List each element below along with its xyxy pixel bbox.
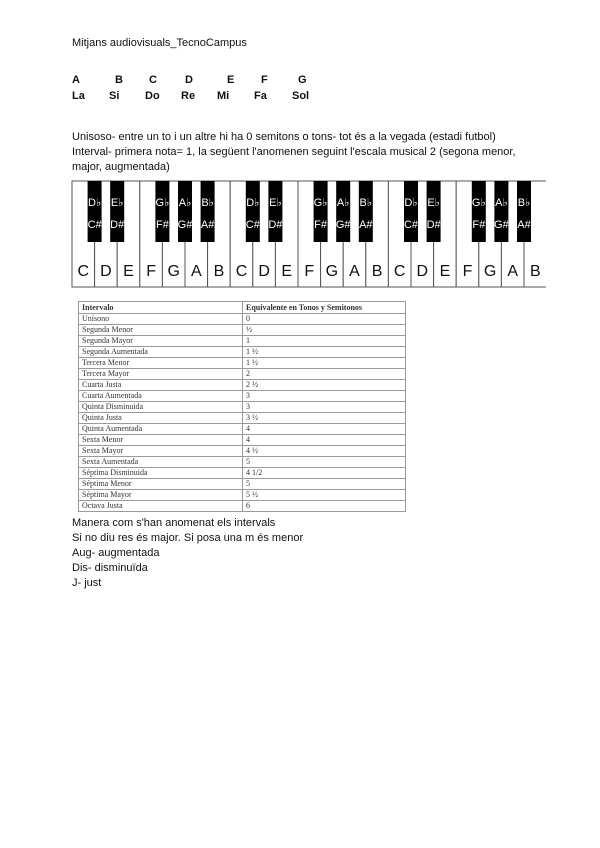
interval-name-cell: Séptima Menor [79, 479, 243, 490]
black-key-sharp-label: A# [517, 219, 531, 231]
black-key-sharp-label: G# [494, 219, 509, 231]
interval-value-cell: 5 ½ [243, 490, 406, 501]
interval-value-cell: 2 ½ [243, 380, 406, 391]
interval-value-cell: 4 [243, 435, 406, 446]
black-key-sharp-label: G# [335, 219, 351, 231]
interval-value-cell: 0 [243, 314, 406, 325]
white-key-label: F [462, 263, 473, 280]
black-key [201, 181, 216, 242]
black-key [404, 181, 419, 242]
white-key-label: E [123, 263, 134, 280]
interval-name-cell: Tercera Mayor [79, 369, 243, 380]
note-letter: A [72, 74, 80, 86]
white-key-label: C [77, 263, 90, 280]
black-key [88, 181, 103, 242]
interval-value-cell: 1 [243, 336, 406, 347]
table-row [79, 380, 406, 391]
document-title: Mitjans audiovisuals_TecnoCampus [72, 37, 247, 49]
black-key-sharp-label: C# [87, 219, 102, 231]
table-row [79, 402, 406, 413]
white-key-label: B [371, 263, 383, 280]
interval-name-cell: Segunda Aumentada [79, 347, 243, 358]
black-key-sharp-label: D# [426, 219, 441, 231]
note-name: Sol [292, 90, 310, 102]
interval-value-cell: 3 [243, 391, 406, 402]
note-letter: F [261, 74, 268, 86]
black-key-sharp-label: G# [177, 219, 193, 231]
white-key-label: B [213, 263, 225, 280]
note-name: Re [181, 90, 196, 102]
black-key-flat-label: D♭ [246, 197, 260, 209]
black-key-sharp-label: D# [110, 219, 125, 231]
white-key-label: A [190, 263, 202, 280]
white-key-label: E [439, 263, 451, 280]
black-key [494, 181, 510, 242]
interval-value-cell: 4 [243, 424, 406, 435]
column-header-equivalent: Equivalente en Tonos y Semitonos [243, 302, 406, 314]
white-key-label: A [349, 263, 360, 280]
note-name: Mi [217, 90, 230, 102]
interval-name-cell: Séptima Mayor [79, 490, 243, 501]
naming-heading: Manera com s'han anomenat els intervals [72, 517, 276, 529]
white-key-label: A [507, 263, 519, 280]
black-key-flat-label: B♭ [359, 197, 373, 209]
column-header-interval: Intervalo [79, 302, 243, 314]
black-key [336, 181, 352, 242]
interval-name-cell: Sexta Menor [79, 435, 243, 446]
interval-explanation [72, 130, 542, 175]
black-key-flat-label: A♭ [336, 197, 350, 209]
note-name: Si [109, 90, 120, 102]
interval-name-cell: Octava Justa [79, 501, 243, 512]
interval-name-cell: Séptima Disminuida [79, 468, 243, 479]
table-row [79, 358, 406, 369]
black-key-sharp-label: D# [268, 219, 283, 231]
table-row [79, 314, 406, 325]
abbrev-dis: Dis- disminuïda [72, 562, 148, 574]
interval-value-cell: 1 ½ [243, 358, 406, 369]
white-key-label: D [258, 263, 270, 280]
interval-value-cell: ½ [243, 325, 406, 336]
note-names-row [72, 88, 328, 104]
interval-name-cell: Sexta Mayor [79, 446, 243, 457]
interval-name-cell: Quinta Disminuida [79, 402, 243, 413]
note-name: Do [145, 90, 160, 102]
table-row [79, 347, 406, 358]
black-key [268, 181, 283, 242]
table-row [79, 457, 406, 468]
interval-name-cell: Unísono [79, 314, 243, 325]
black-key [110, 181, 125, 242]
interval-value-cell: 5 [243, 457, 406, 468]
interval-value-cell: 4 ½ [243, 446, 406, 457]
naming-rule: Si no diu res és major. Si posa una m és menor [72, 532, 304, 544]
table-row [79, 435, 406, 446]
black-key [517, 181, 532, 242]
table-row [79, 490, 406, 501]
note-letter: E [227, 74, 235, 86]
note-names-table [72, 72, 328, 104]
white-key-label: F [304, 263, 315, 280]
interval-naming-notes [72, 516, 303, 591]
black-key-flat-label: D♭ [404, 197, 418, 209]
black-key-flat-label: E♭ [110, 197, 124, 209]
table-row [79, 424, 406, 435]
interval-name-cell: Quinta Justa [79, 413, 243, 424]
black-key-flat-label: A♭ [495, 197, 508, 209]
white-key-label: C [235, 263, 248, 280]
black-key-sharp-label: A# [359, 219, 373, 231]
black-key [427, 181, 442, 242]
black-key-flat-label: A♭ [178, 197, 192, 209]
abbrev-j: J- just [72, 577, 102, 589]
black-key-sharp-label: C# [403, 219, 419, 231]
interval-name-cell: Quinta Aumentada [79, 424, 243, 435]
black-key-sharp-label: C# [245, 219, 260, 231]
black-key-flat-label: E♭ [269, 197, 282, 209]
note-letter: D [185, 74, 193, 86]
interval-name-cell: Segunda Mayor [79, 336, 243, 347]
table-row [79, 369, 406, 380]
black-key-flat-label: G♭ [471, 197, 486, 209]
white-key-label: C [393, 263, 406, 280]
black-key-sharp-label: A# [200, 219, 215, 231]
interval-value-cell: 1 ½ [243, 347, 406, 358]
black-key [178, 181, 194, 242]
white-key-label: E [281, 263, 293, 280]
table-row [79, 391, 406, 402]
black-key-flat-label: G♭ [313, 197, 328, 209]
unison-line: Unisoso- entre un to i un altre hi ha 0 semitons o tons- tot és a la vegada (estadi futbol) [72, 131, 496, 143]
interval-name-cell: Cuarta Justa [79, 380, 243, 391]
table-row [79, 468, 406, 479]
note-letters-row [72, 72, 328, 88]
interval-value-cell: 2 [243, 369, 406, 380]
note-letter: B [115, 74, 123, 86]
interval-table [78, 301, 406, 512]
white-key-label: G [483, 263, 497, 280]
white-key-label: G [167, 263, 180, 280]
note-name: Fa [254, 90, 267, 102]
table-row [79, 336, 406, 347]
black-key-flat-label: D♭ [88, 197, 102, 209]
note-letter: G [298, 74, 307, 86]
interval-value-cell: 5 [243, 479, 406, 490]
black-key [472, 181, 486, 242]
black-key [314, 181, 328, 242]
table-row [79, 446, 406, 457]
interval-value-cell: 3 ½ [243, 413, 406, 424]
interval-line: Interval- primera nota= 1, la següent l'anomenen seguint l'escala musical 2 (segona menor, major, augmentada) [72, 146, 516, 173]
table-row [79, 325, 406, 336]
black-key-flat-label: B♭ [201, 197, 214, 209]
white-key-label: D [416, 263, 429, 280]
interval-name-cell: Cuarta Aumentada [79, 391, 243, 402]
interval-name-cell: Segunda Menor [79, 325, 243, 336]
black-key-flat-label: E♭ [427, 197, 440, 209]
white-key-label: F [146, 263, 156, 280]
white-key-label: B [529, 263, 541, 280]
note-name: La [72, 90, 85, 102]
interval-name-cell: Sexta Aumentada [79, 457, 243, 468]
table-row [79, 501, 406, 512]
table-row [79, 479, 406, 490]
interval-name-cell: Tercera Menor [79, 358, 243, 369]
black-key [246, 181, 261, 242]
black-key-sharp-label: F# [472, 219, 486, 231]
interval-value-cell: 6 [243, 501, 406, 512]
black-key-sharp-label: F# [314, 219, 328, 231]
white-key-label: G [325, 263, 339, 280]
white-key-label: D [100, 263, 112, 280]
table-row [79, 413, 406, 424]
black-key-sharp-label: F# [155, 219, 169, 231]
abbrev-aug: Aug- augmentada [72, 547, 160, 559]
black-key [155, 181, 169, 242]
black-key-flat-label: G♭ [155, 197, 170, 209]
black-key [359, 181, 374, 242]
table-header-row [79, 302, 406, 314]
interval-value-cell: 3 [243, 402, 406, 413]
interval-value-cell: 4 1/2 [243, 468, 406, 479]
piano-keyboard [71, 180, 546, 288]
note-letter: C [149, 74, 157, 86]
black-key-flat-label: B♭ [517, 197, 531, 209]
